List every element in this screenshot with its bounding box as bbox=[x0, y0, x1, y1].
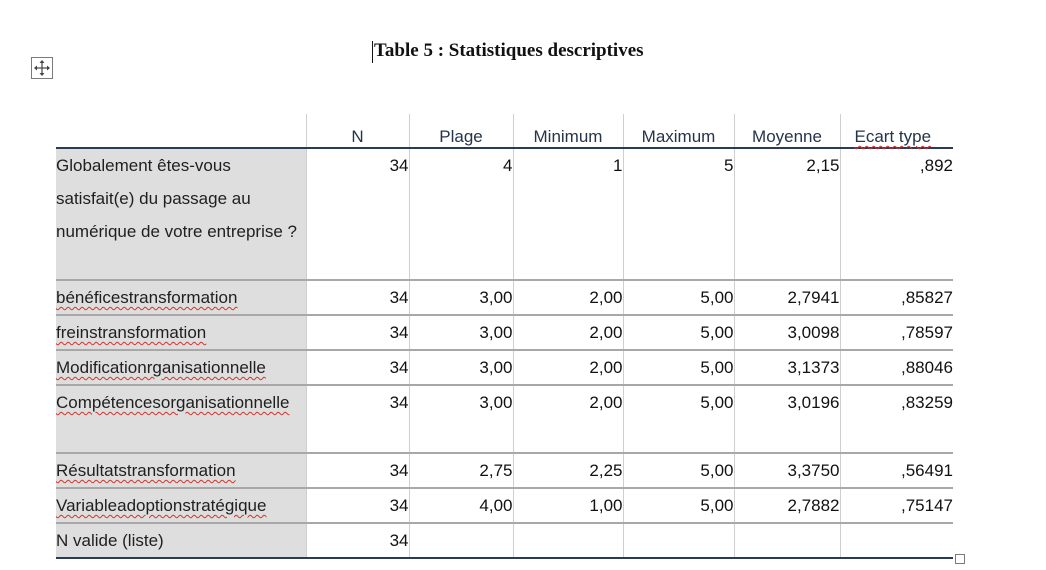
header-n: N bbox=[306, 114, 409, 148]
cell-n: 34 bbox=[306, 385, 409, 453]
cell-minimum: 1 bbox=[513, 148, 623, 280]
cell-moyenne: 3,3750 bbox=[734, 453, 840, 488]
row-label: N valide (liste) bbox=[56, 523, 306, 558]
table-row bbox=[56, 315, 953, 350]
header-blank bbox=[56, 114, 306, 148]
cell-maximum bbox=[623, 523, 734, 558]
cell-minimum bbox=[513, 523, 623, 558]
cell-n: 34 bbox=[306, 148, 409, 280]
header-ecart-type-label: Ecart type bbox=[854, 127, 932, 146]
cell-ecart-type bbox=[840, 523, 953, 558]
text-cursor bbox=[372, 41, 373, 63]
cell-minimum: 2,00 bbox=[513, 315, 623, 350]
row-label-text: Modificationrganisationnelle bbox=[56, 358, 266, 377]
cell-n: 34 bbox=[306, 280, 409, 315]
table-row bbox=[56, 523, 953, 558]
header-ecart-type bbox=[840, 114, 953, 148]
cell-moyenne: 3,0098 bbox=[734, 315, 840, 350]
cell-plage: 2,75 bbox=[409, 453, 513, 488]
table-row bbox=[56, 350, 953, 385]
cell-maximum: 5,00 bbox=[623, 385, 734, 453]
cell-ecart-type: ,75147 bbox=[840, 488, 953, 523]
cell-n: 34 bbox=[306, 523, 409, 558]
descriptive-statistics-table bbox=[56, 114, 953, 559]
cell-plage: 3,00 bbox=[409, 350, 513, 385]
table-row bbox=[56, 148, 953, 280]
cell-n: 34 bbox=[306, 488, 409, 523]
cell-ecart-type: ,78597 bbox=[840, 315, 953, 350]
header-plage: Plage bbox=[409, 114, 513, 148]
table-title: Table 5 : Statistiques descriptives bbox=[374, 40, 644, 61]
header-maximum: Maximum bbox=[623, 114, 734, 148]
row-label bbox=[56, 350, 306, 385]
row-label bbox=[56, 280, 306, 315]
cell-moyenne: 3,0196 bbox=[734, 385, 840, 453]
resize-handle-icon[interactable] bbox=[955, 554, 965, 564]
table-row bbox=[56, 280, 953, 315]
cell-maximum: 5,00 bbox=[623, 488, 734, 523]
cell-maximum: 5,00 bbox=[623, 280, 734, 315]
cell-minimum: 2,00 bbox=[513, 280, 623, 315]
row-label bbox=[56, 315, 306, 350]
move-arrows-icon bbox=[34, 60, 50, 76]
table-row bbox=[56, 488, 953, 523]
table-move-handle[interactable] bbox=[31, 57, 53, 79]
cell-n: 34 bbox=[306, 315, 409, 350]
cell-plage: 4 bbox=[409, 148, 513, 280]
row-label bbox=[56, 453, 306, 488]
cell-maximum: 5 bbox=[623, 148, 734, 280]
cell-plage: 3,00 bbox=[409, 280, 513, 315]
cell-ecart-type: ,88046 bbox=[840, 350, 953, 385]
table-row bbox=[56, 385, 953, 453]
cell-plage bbox=[409, 523, 513, 558]
row-label-text: Compétencesorganisationnelle bbox=[56, 393, 290, 412]
cell-minimum: 1,00 bbox=[513, 488, 623, 523]
cell-ecart-type: ,83259 bbox=[840, 385, 953, 453]
cell-minimum: 2,00 bbox=[513, 350, 623, 385]
cell-plage: 3,00 bbox=[409, 385, 513, 453]
cell-moyenne: 2,7941 bbox=[734, 280, 840, 315]
cell-moyenne bbox=[734, 523, 840, 558]
cell-ecart-type: ,85827 bbox=[840, 280, 953, 315]
cell-minimum: 2,25 bbox=[513, 453, 623, 488]
row-label: Globalement êtes-vous satisfait(e) du passage au numérique de votre entreprise ? bbox=[56, 148, 306, 280]
cell-minimum: 2,00 bbox=[513, 385, 623, 453]
row-label bbox=[56, 385, 306, 453]
cell-n: 34 bbox=[306, 453, 409, 488]
cell-ecart-type: ,56491 bbox=[840, 453, 953, 488]
header-moyenne: Moyenne bbox=[734, 114, 840, 148]
cell-maximum: 5,00 bbox=[623, 350, 734, 385]
row-label-text: Variableadoptionstratégique bbox=[56, 496, 267, 515]
table-row bbox=[56, 453, 953, 488]
header-minimum: Minimum bbox=[513, 114, 623, 148]
row-label-text: Résultatstransformation bbox=[56, 461, 236, 480]
cell-moyenne: 3,1373 bbox=[734, 350, 840, 385]
cell-maximum: 5,00 bbox=[623, 315, 734, 350]
cell-ecart-type: ,892 bbox=[840, 148, 953, 280]
cell-maximum: 5,00 bbox=[623, 453, 734, 488]
row-label-text: freinstransformation bbox=[56, 323, 207, 342]
row-label-text: bénéficestransformation bbox=[56, 288, 238, 307]
cell-plage: 3,00 bbox=[409, 315, 513, 350]
table-header-row bbox=[56, 114, 953, 148]
cell-moyenne: 2,15 bbox=[734, 148, 840, 280]
cell-moyenne: 2,7882 bbox=[734, 488, 840, 523]
row-label bbox=[56, 488, 306, 523]
cell-plage: 4,00 bbox=[409, 488, 513, 523]
cell-n: 34 bbox=[306, 350, 409, 385]
